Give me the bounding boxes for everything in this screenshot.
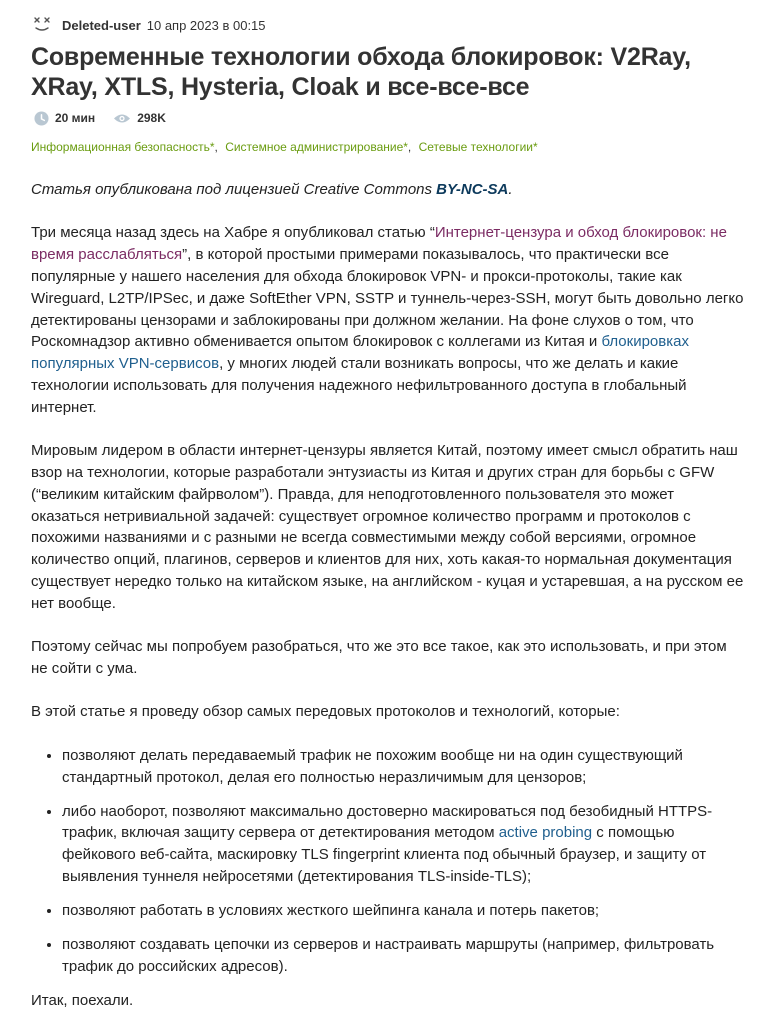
article-title: Современные технологии обхода блокировок: V2Ray, XRay, XTLS, Hysteria, Cloak и все-все-все [31,43,691,101]
paragraph: В этой статье я проведу обзор самых передовых протоколов и технологий, которые: [31,703,620,721]
eye-icon [113,112,131,125]
article-body [31,179,745,1024]
hub-link-networking[interactable]: Сетевые технологии* [418,140,538,154]
list-item: • либо наоборот, позволяют максимально достоверно маскироваться под безобидный HTTPS-трафик, включая защиту сервера от детектирования методом active probing с помощью фейкового веб-сайта, маскировку TLS fingerprint клиента под обычный браузер, и защиту от выявления туннеля нейросетями (детектирования TLS-inside-TLS); [62,801,745,888]
read-time-value: 20 мин [55,111,96,125]
article-meta [31,14,266,36]
license-note: Статья опубликована под лицензией Creative Commons BY-NC-SA. [31,181,513,198]
paragraph: Итак, поехали. [31,992,134,1010]
clock-icon [34,111,49,126]
read-time [34,111,95,126]
views-value: 298K [137,111,166,125]
author-link[interactable]: Deleted-user [62,17,141,33]
views [113,111,166,125]
deleted-user-avatar-icon[interactable] [31,14,53,36]
list-item: • позволяют работать в условиях жесткого шейпинга канала и потерь пакетов; [62,900,745,922]
publish-date: 10 апр 2023 в 00:15 [146,17,266,33]
hub-separator: , [407,140,412,154]
paragraph: Мировым лидером в области интернет-цензуры является Китай, поэтому имеет смысл обратить наш взор на технологии, которые разработали энтузиасты из Китая и других стран для борьбы с GFW (“великим китайским файрволом”). Правда, для неподготовленного пользователя это может оказаться нетривиальной задачей: существует огромное количество программ и протоколов с похожими названиями и с разными не всегда совместимыми между собой версиями, огромное количество опций, плагинов, серверов и клиентов для них, хоть какая-то нормальная документация существует нередко только на китайском языке, на английском - куцая и устаревшая, а на русском ее нет вообще. [31,442,744,612]
hub-separator: , [214,140,218,154]
list-item: • позволяют создавать цепочки из серверов и настраивать маршруты (например, фильтровать трафик до российских адресов). [62,934,745,978]
feature-list [31,745,745,978]
paragraph: Три месяца назад здесь на Хабре я опубликовал статью “Интернет-цензура и обход блокировок: не время расслабляться”, в которой простыми примерами показывалось, что практически все популярные у нашего населения для обхода блокировок VPN- и прокси-протоколы, такие как Wireguard, L2TP/IPSec, и даже SoftEther VPN, SSTP и туннель-через-SSH, могут быть довольно легко детектированы цензорами и заблокированы при должном желании. На фоне слухов о том, что Роскомнадзор активно обменивается опытом блокировок с коллегами из Китая и блокировках популярных VPN-сервисов, у многих людей стали возникать вопросы, что же делать и какие технологии использовать для получения надежного нефильтрованного доступа в глобальный интернет. [31,224,744,416]
article-stats [34,109,184,127]
hub-link-infosec[interactable]: Информационная безопасность* [31,140,215,154]
paragraph: Поэтому сейчас мы попробуем разобраться, что же это все такое, как это использовать, и при этом не сойти с ума. [31,638,727,677]
list-item: • позволяют делать передаваемый трафик не похожим вообще ни на один существующий стандартный протокол, делая его полностью неразличимым для цензоров; [62,745,745,789]
hub-list [31,139,538,155]
active-probing-link[interactable]: active probing [498,824,593,842]
license-link[interactable]: BY-NC-SA [436,181,509,198]
vpn-blocking-link[interactable]: блокировках популярных VPN-сервисов [31,333,689,373]
previous-article-link[interactable]: Интернет-цензура и обход блокировок: не время расслабляться [31,224,727,264]
hub-link-sysadmin[interactable]: Системное администрирование* [225,140,408,154]
